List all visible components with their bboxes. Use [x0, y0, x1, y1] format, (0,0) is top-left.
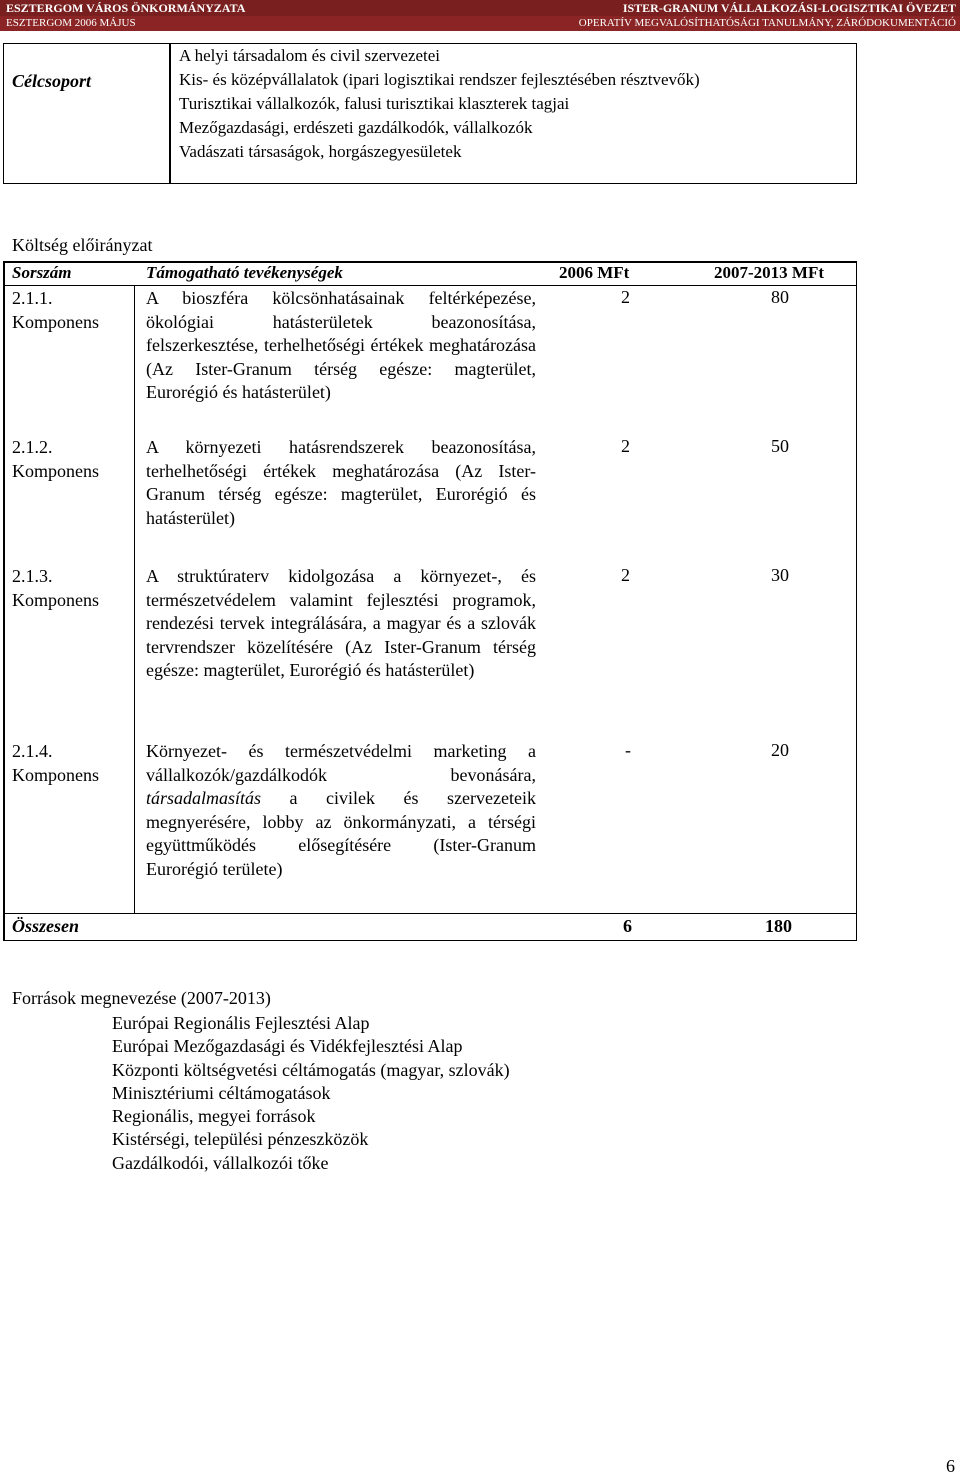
column-header-2006: 2006 MFt [559, 263, 630, 282]
row-number: 2.1.3. [12, 566, 53, 586]
table-row-id [12, 287, 99, 334]
table-border [3, 261, 5, 941]
funding-source-item: Központi költségvetési céltámogatás (magyar, szlovák) [112, 1059, 510, 1080]
table-border [3, 940, 857, 942]
table-header-line [3, 285, 857, 286]
funding-source-item: Minisztériumi céltámogatások [112, 1082, 331, 1103]
row-value-2007-2013: 30 [771, 565, 789, 585]
target-group-item: Vadászati társaságok, horgászegyesületek [179, 142, 462, 161]
row-description [146, 740, 536, 881]
header-document-type: OPERATÍV MEGVALÓSÍTHATÓSÁGI TANULMÁNY, ZÁRÓDOKUMENTÁCIÓ [578, 17, 956, 29]
header-organization: ESZTERGOM VÁROS ÖNKORMÁNYZATA [6, 1, 246, 15]
funding-source-item: Kistérségi, települési pénzeszközök [112, 1129, 369, 1150]
target-group-item: Kis- és középvállalatok (ipari logisztikai rendszer fejlesztésében résztvevők) [179, 70, 700, 89]
row-value-2006: - [625, 740, 631, 760]
row-value-2006: 2 [621, 565, 630, 585]
row-number: 2.1.2. [12, 437, 53, 457]
header-project-title: ISTER-GRANUM VÁLLALKOZÁSI-LOGISZTIKAI ÖVEZET [622, 1, 956, 15]
total-value-2007-2013: 180 [765, 916, 792, 936]
total-value-2006: 6 [623, 916, 632, 936]
row-type: Komponens [12, 460, 99, 481]
target-group-item: A helyi társadalom és civil szervezetei [179, 46, 441, 65]
row-value-2006: 2 [621, 436, 630, 456]
table-total-line [3, 913, 857, 914]
table-column-line [134, 285, 135, 913]
column-header-sorszam: Sorszám [12, 263, 72, 282]
row-number: 2.1.4. [12, 741, 53, 761]
table-row-id [12, 565, 99, 612]
cost-table [3, 261, 857, 941]
table-row-id [12, 436, 99, 483]
row-description: A bioszféra kölcsönhatásainak feltérképezése, ökológiai hatásterületek beazonosítása, felszerkesztése, terhelhetőségi értékek meghatározása (Az Ister-Granum térség egésze: magterület, Eurorégió és hatásterület) [146, 288, 536, 402]
row-type: Komponens [12, 764, 99, 785]
table-border [856, 261, 858, 941]
row-type: Komponens [12, 589, 99, 610]
table-row-id [12, 740, 99, 787]
row-value-2007-2013: 20 [771, 740, 789, 760]
row-description: A környezeti hatásrendszerek beazonosítása, terhelhetőségi értékek meghatározása (Az Ister-Granum térség egésze: magterület, Eurorégió és hatásterület) [146, 437, 536, 528]
target-group-item: Turisztikai vállalkozók, falusi turisztikai klaszterek tagjai [179, 94, 570, 113]
funding-sources-list [112, 1012, 510, 1175]
row-value-2006: 2 [621, 287, 630, 307]
cost-estimate-title: Költség előirányzat [12, 235, 153, 255]
funding-source-item: Európai Regionális Fejlesztési Alap [112, 1013, 370, 1033]
target-group-label: Célcsoport [12, 71, 91, 91]
row-description-italic: társadalmasítás [146, 788, 262, 808]
target-group-list [179, 44, 700, 164]
row-value-2007-2013: 50 [771, 436, 789, 456]
funding-source-item: Gazdálkodói, vállalkozói tőke [112, 1152, 329, 1173]
column-header-tevekenysegek: Támogatható tevékenységek [146, 263, 343, 282]
header-sub-bar [0, 16, 960, 31]
target-group-box [3, 43, 857, 184]
header-top-bar [0, 0, 960, 16]
row-type: Komponens [12, 311, 99, 332]
row-description-part: a civilek és szervezeteik megnyerésére, lobby az önkormányzati, a térségi együttműködés elősegítésére (Ister-Granum Eurorégió területe) [146, 788, 536, 879]
funding-sources-title: Források megnevezése (2007-2013) [12, 988, 271, 1008]
funding-source-item: Európai Mezőgazdasági és Vidékfejlesztési Alap [112, 1036, 463, 1057]
target-group-divider [169, 44, 171, 183]
row-value-2007-2013: 80 [771, 287, 789, 307]
row-description-part: Környezet- és természetvédelmi marketing a vállalkozók/gazdálkodók bevonására, [146, 741, 536, 785]
total-label: Összesen [12, 916, 80, 936]
header-date: ESZTERGOM 2006 MÁJUS [6, 17, 136, 29]
row-description: A struktúraterv kidolgozása a környezet-, és természetvédelem valamint fejlesztési programok, rendezési tervek integrálására, a magyar és a szlovák tervrendszer közelítésére (Az Ister-Granum térség egésze: magterület, Eurorégió és hatásterület) [146, 566, 536, 680]
page-number: 6 [946, 1456, 955, 1476]
column-header-2007-2013: 2007-2013 MFt [714, 263, 825, 282]
row-number: 2.1.1. [12, 288, 53, 308]
target-group-item: Mezőgazdasági, erdészeti gazdálkodók, vállalkozók [179, 118, 533, 137]
funding-source-item: Regionális, megyei források [112, 1106, 316, 1127]
